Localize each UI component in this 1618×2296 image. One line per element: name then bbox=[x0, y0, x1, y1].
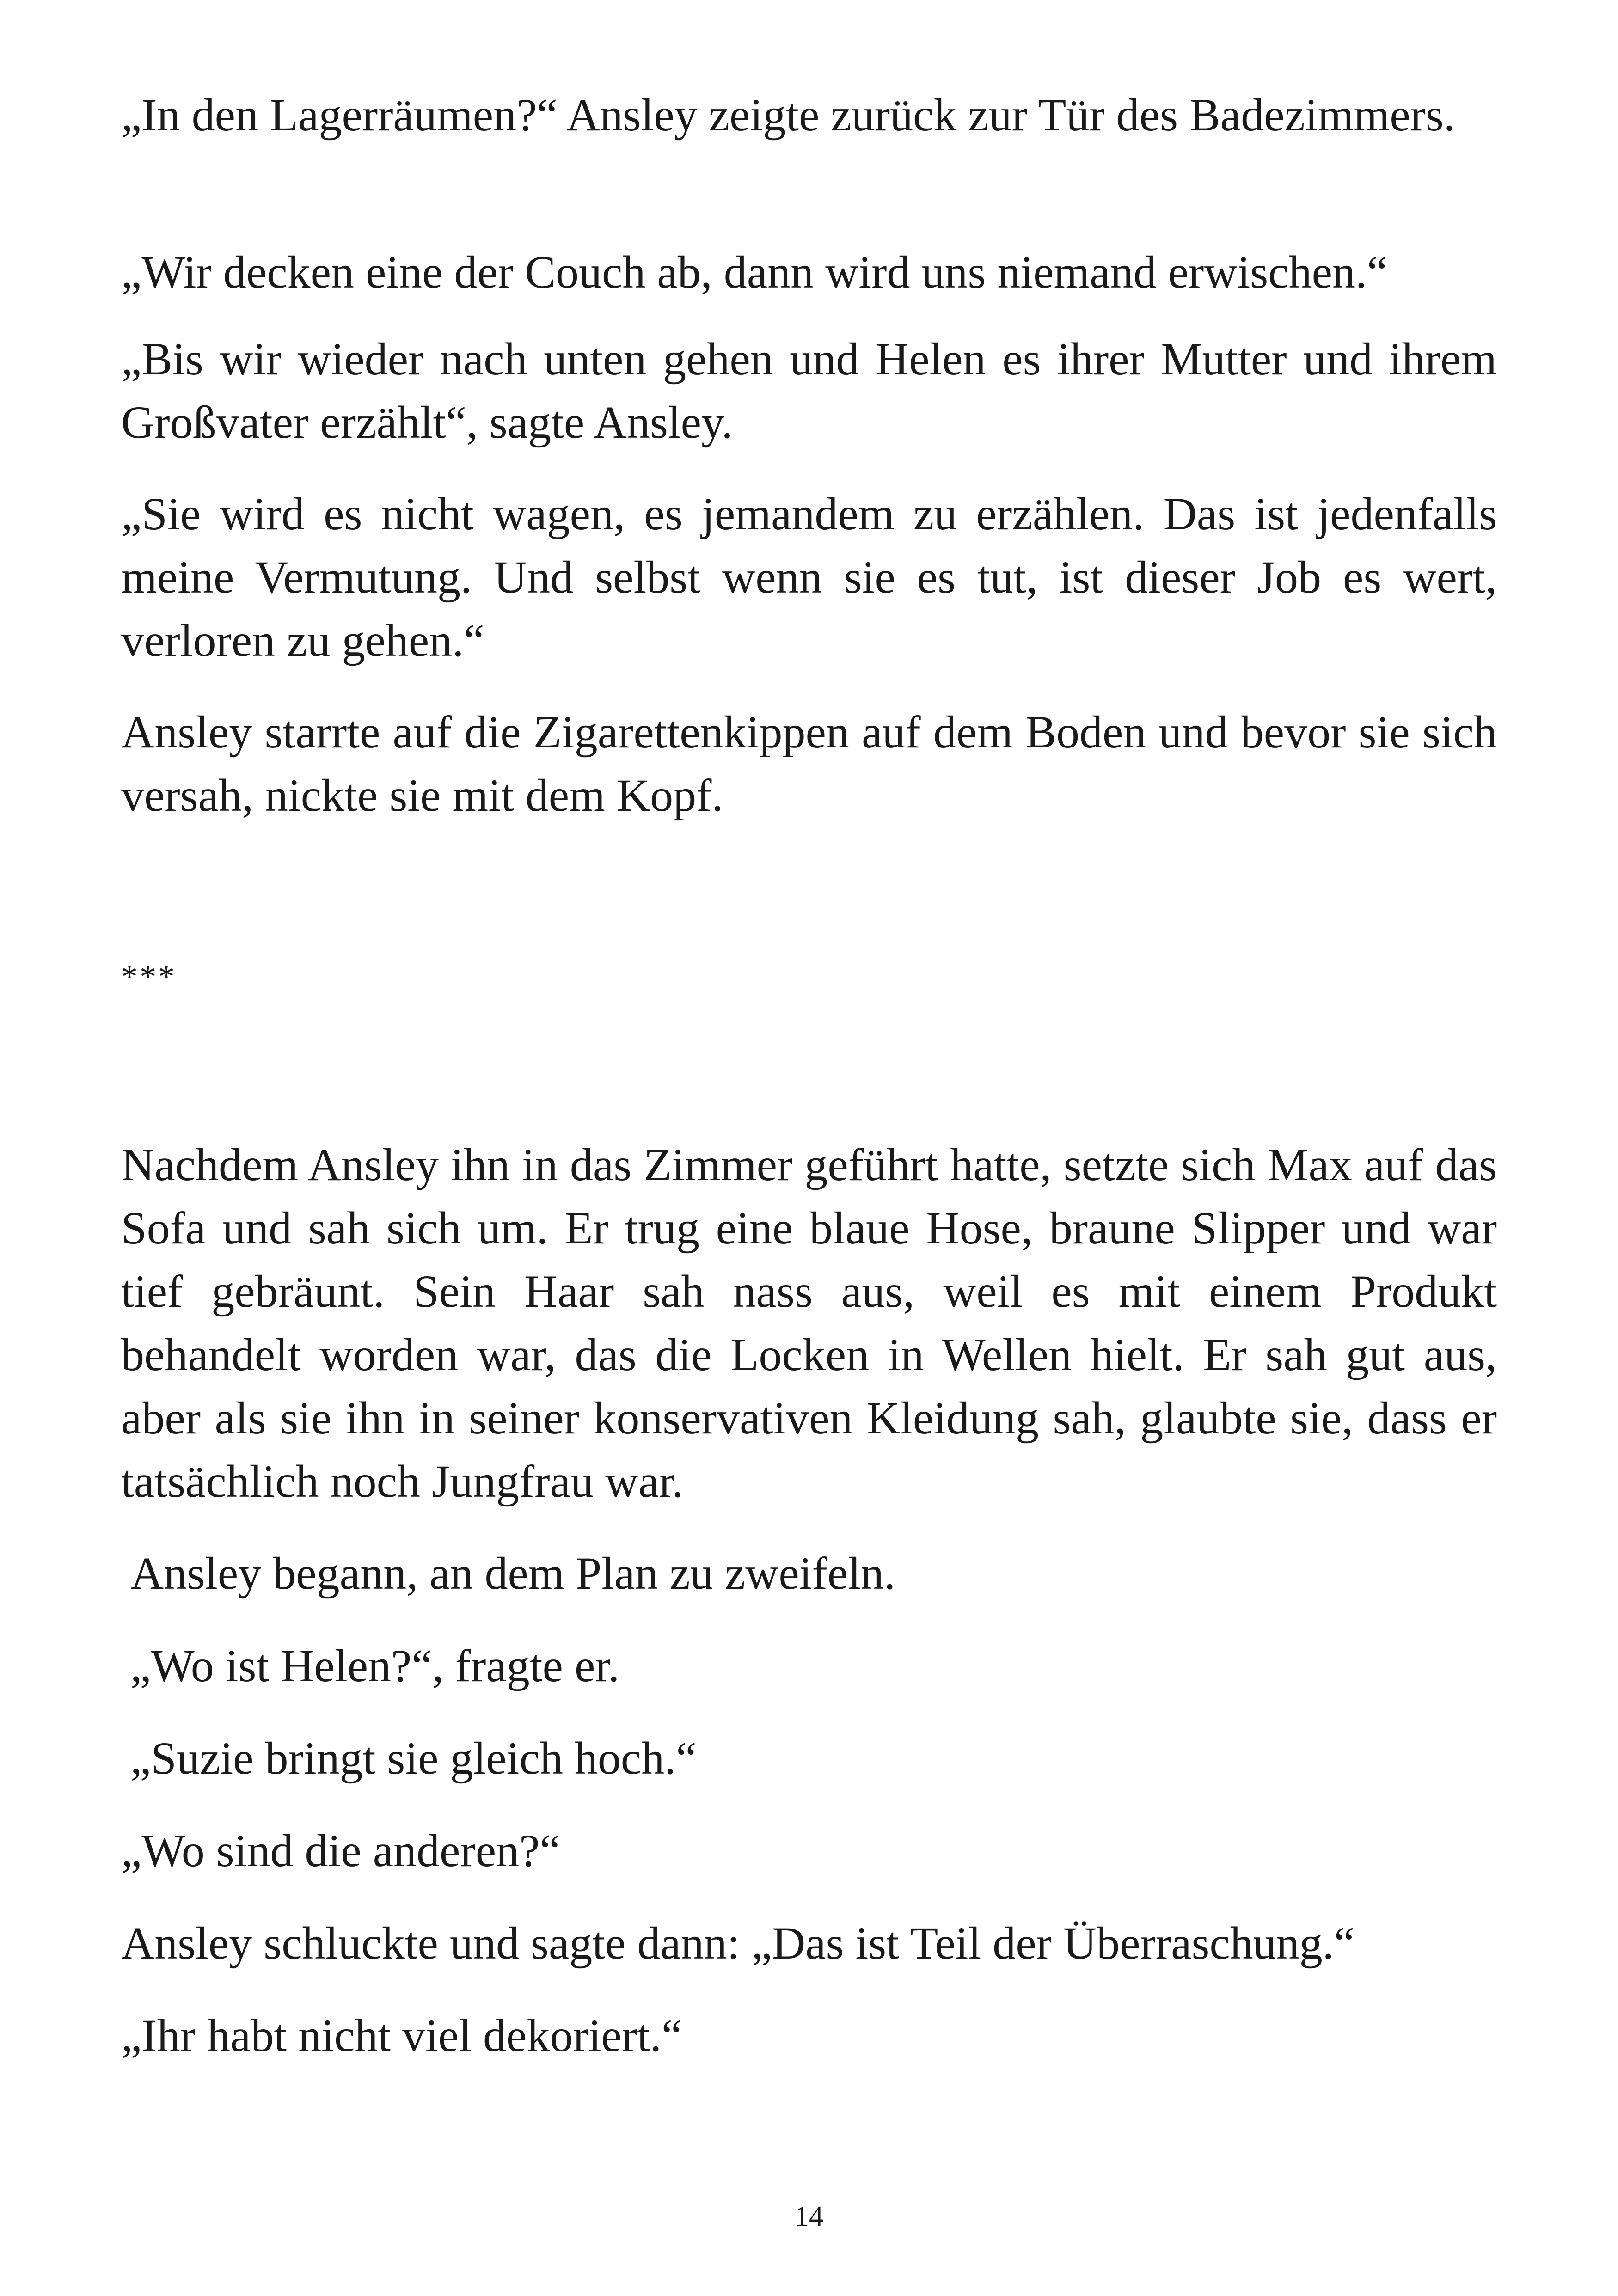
paragraph: Ansley schluckte und sagte dann: „Das ist Teil der Überraschung.“ bbox=[121, 1917, 1355, 1969]
paragraph: „In den Lagerräumen?“ Ansley zeigte zurück zur Tür des Badezimmers. bbox=[121, 89, 1455, 141]
page-number: 14 bbox=[795, 2201, 823, 2232]
paragraph: „Wo sind die anderen?“ bbox=[121, 1825, 560, 1876]
paragraph: Nachdem Ansley ihn in das Zimmer geführt hatte, setzte sich Max auf das Sofa und sah sich um. Er trug eine blaue Hose, braune Slipper und war tief gebräunt. Sein Haar sah nass aus, weil es mit einem Produkt behandelt worden war, das die Locken in Wellen hielt. Er sah gut aus, aber als sie ihn in seiner konservativen Kleidung sah, glaubte sie, dass er tatsächlich noch Jungfrau war. bbox=[121, 1139, 1497, 1507]
paragraph: „Ihr habt nicht viel dekoriert.“ bbox=[121, 2010, 682, 2061]
paragraph: „Wo ist Helen?“, fragte er. bbox=[130, 1640, 620, 1691]
paragraph: Ansley begann, an dem Plan zu zweifeln. bbox=[130, 1548, 896, 1599]
paragraph: „Suzie bringt sie gleich hoch.“ bbox=[130, 1733, 697, 1784]
paragraph: „Bis wir wieder nach unten gehen und Helen es ihrer Mutter und ihrem Großvater erzählt“, sagte Ansley. bbox=[121, 333, 1497, 448]
paragraph: „Wir decken eine der Couch ab, dann wird uns niemand erwischen.“ bbox=[121, 246, 1388, 298]
paragraph: Ansley starrte auf die Zigarettenkippen auf dem Boden und bevor sie sich versah, nickte sie mit dem Kopf. bbox=[121, 706, 1497, 821]
paragraph: „Sie wird es nicht wagen, es jemandem zu erzählen. Das ist jedenfalls meine Vermutung. Und selbst wenn sie es tut, ist dieser Job es wert, verloren zu gehen.“ bbox=[121, 488, 1497, 666]
scene-break: *** bbox=[121, 958, 177, 995]
